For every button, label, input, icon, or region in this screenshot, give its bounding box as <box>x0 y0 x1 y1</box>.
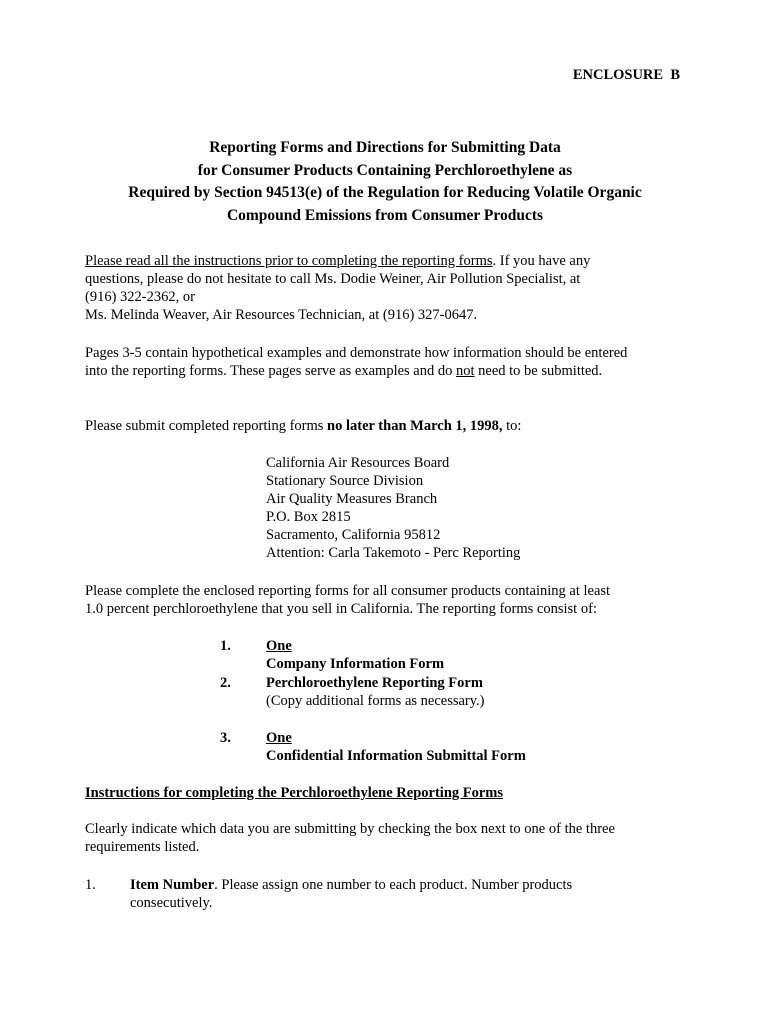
form-item-name: Confidential Information Submittal Form <box>266 748 526 764</box>
complete-note-line: Please complete the enclosed reporting forms for all consumer products containing at least <box>85 583 611 599</box>
address-line: P.O. Box 2815 <box>266 509 351 525</box>
title-line: Required by Section 94513(e) of the Regulation for Reducing Volatile Organic <box>128 184 642 201</box>
pages-note-paragraph <box>85 344 685 380</box>
intro-text: . If you have any <box>492 253 591 269</box>
title-line: Compound Emissions from Consumer Products <box>226 206 544 224</box>
submit-text: Please submit completed reporting forms <box>85 418 328 434</box>
title-line: for Consumer Products Containing Perchloroethylene as <box>197 161 573 179</box>
item-text: . Please assign one number to each product. Number products <box>214 877 573 893</box>
address-line: Stationary Source Division <box>266 473 424 489</box>
clearly-line: Clearly indicate which data you are submitting by checking the box next to one of the three <box>85 821 615 837</box>
instructions-heading: Instructions for completing the Perchloroethylene Reporting Forms <box>85 785 504 801</box>
item-line: consecutively. <box>130 895 213 911</box>
intro-line: questions, please do not hesitate to call Ms. Dodie Weiner, Air Pollution Specialist, at <box>85 271 581 287</box>
submit-deadline: no later than March 1, 1998, <box>327 418 503 434</box>
pages-note-text: into the reporting forms. These pages serve as examples and do <box>85 363 456 379</box>
intro-paragraph <box>85 252 685 324</box>
intro-underlined-text: Please read all the instructions prior to completing the reporting forms <box>85 253 493 269</box>
clearly-line: requirements listed. <box>85 839 200 855</box>
address-line: California Air Resources Board <box>266 455 450 471</box>
submit-paragraph <box>85 417 685 435</box>
mailing-address <box>266 454 520 562</box>
form-item <box>266 729 526 765</box>
document-title <box>60 137 710 227</box>
form-item-name: Perchloroethylene Reporting Form <box>266 675 483 691</box>
intro-line: Ms. Melinda Weaver, Air Resources Technician, at (916) 327-0647. <box>85 307 478 323</box>
clearly-paragraph <box>85 820 685 856</box>
item-paragraph <box>130 876 690 912</box>
pages-note-underlined: not <box>456 363 475 379</box>
form-item-note: (Copy additional forms as necessary.) <box>266 693 485 709</box>
item-term: Item Number <box>130 877 215 893</box>
pages-note-line: Pages 3-5 contain hypothetical examples and demonstrate how information should be entered <box>85 345 628 361</box>
form-number: 3. <box>220 730 231 746</box>
form-item <box>266 637 444 673</box>
pages-note-text: need to be submitted. <box>474 363 603 379</box>
enclosure-label: ENCLOSURE B <box>572 67 680 83</box>
intro-line: (916) 322-2362, or <box>85 289 195 305</box>
complete-note-paragraph <box>85 582 685 618</box>
address-line: Sacramento, California 95812 <box>266 527 441 543</box>
item-number: 1. <box>85 877 96 893</box>
address-line: Attention: Carla Takemoto - Perc Reporting <box>266 545 521 561</box>
address-line: Air Quality Measures Branch <box>266 491 438 507</box>
form-number: 2. <box>220 675 231 691</box>
title-line: Reporting Forms and Directions for Submitting Data <box>209 139 561 156</box>
complete-note-line: 1.0 percent perchloroethylene that you sell in California. The reporting forms consist of: <box>85 601 597 617</box>
form-item <box>266 674 485 710</box>
form-item-underlined: One <box>266 638 292 654</box>
form-number: 1. <box>220 638 231 654</box>
submit-text: to: <box>502 418 522 434</box>
form-item-underlined: One <box>266 730 292 746</box>
form-item-name: Company Information Form <box>266 656 445 672</box>
